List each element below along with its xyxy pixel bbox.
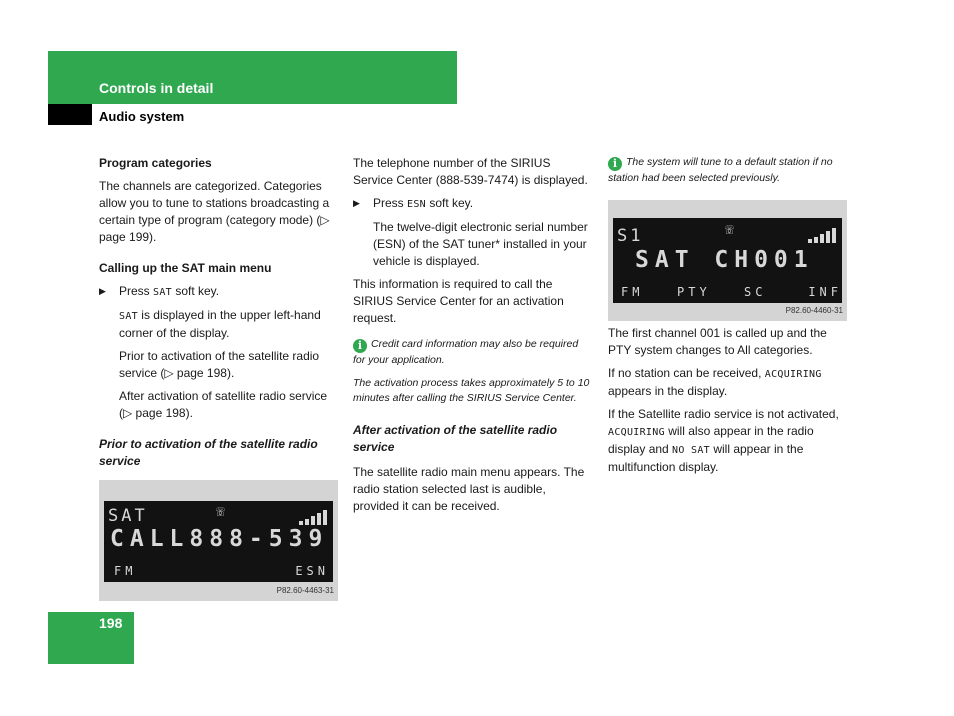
no-sat-label: NO SAT bbox=[672, 445, 710, 456]
soft-key-sc: SC bbox=[744, 285, 767, 299]
paragraph: The channels are categorized. Categories allow you to tune to stations broadcasting a certain type of program (category mode) (▷ page 199). bbox=[99, 179, 330, 244]
soft-key-esn: ESN bbox=[295, 564, 329, 578]
text: appears in the display. bbox=[608, 384, 728, 398]
indent-paragraph: After activation of satellite radio service (▷ page 198). bbox=[119, 389, 328, 420]
paragraph: This information is required to call the SIRIUS Service Center for an activation request. bbox=[353, 277, 564, 325]
lcd-row-2: CALL888-539 bbox=[110, 526, 329, 552]
esn-key-label: ESN bbox=[407, 199, 426, 210]
text: Press bbox=[373, 196, 408, 210]
text: If no station can be received, bbox=[608, 366, 765, 380]
radio-display-figure bbox=[99, 480, 338, 601]
sat-display-label: SAT bbox=[119, 311, 138, 322]
figure-code: P82.60-4460-31 bbox=[785, 306, 843, 315]
lcd-screen bbox=[104, 501, 333, 582]
text: Press bbox=[119, 284, 154, 298]
radio-display-figure bbox=[608, 200, 847, 321]
bullet-press-esn bbox=[353, 195, 593, 213]
info-note bbox=[353, 337, 593, 368]
page-number: 198 bbox=[99, 615, 123, 631]
bullet-arrow-icon: ▶ bbox=[99, 286, 106, 296]
lcd-row-2: SAT CH001 bbox=[635, 247, 814, 273]
heading-calling-sat-menu: Calling up the SAT main menu bbox=[99, 261, 272, 275]
bullet-press-sat bbox=[99, 283, 337, 301]
lcd-row-1: SAT bbox=[108, 506, 148, 526]
subsection-title: Audio system bbox=[99, 109, 185, 124]
paragraph bbox=[608, 365, 848, 400]
text: is displayed in the upper left-hand corner of the display. bbox=[119, 308, 321, 340]
lcd-screen bbox=[613, 218, 842, 303]
soft-key-fm: FM bbox=[621, 285, 644, 299]
acquiring-label: ACQUIRING bbox=[608, 427, 665, 438]
note-text: The system will tune to a default station if no station had been selected previously. bbox=[608, 156, 833, 184]
indent-paragraph bbox=[99, 307, 337, 342]
lcd-row-1: S1 bbox=[617, 226, 644, 246]
subsection-marker bbox=[48, 104, 92, 125]
paragraph: The telephone number of the SIRIUS Service Center (888-539-7474) is displayed. bbox=[353, 156, 588, 187]
indent-paragraph: The twelve-digit electronic serial number (ESN) of the SAT tuner* installed in your vehicle is displayed. bbox=[373, 220, 588, 268]
signal-strength-icon bbox=[808, 227, 836, 243]
signal-strength-icon bbox=[299, 509, 327, 525]
heading-program-categories: Program categories bbox=[99, 156, 212, 170]
text: soft key. bbox=[425, 196, 474, 210]
column-1 bbox=[99, 155, 337, 601]
soft-key-pty: PTY bbox=[677, 285, 711, 299]
text: soft key. bbox=[171, 284, 220, 298]
figure-code: P82.60-4463-31 bbox=[276, 586, 334, 595]
sat-key-label: SAT bbox=[153, 287, 172, 298]
info-icon: i bbox=[353, 339, 367, 353]
text: If the Satellite radio service is not activated, bbox=[608, 407, 839, 421]
text: will also appear in the radio display and bbox=[608, 424, 814, 456]
indent-paragraph: Prior to activation of the satellite radio service (▷ page 198). bbox=[119, 349, 320, 380]
column-3 bbox=[608, 155, 848, 482]
phone-icon: ☏ bbox=[216, 502, 226, 520]
heading-after-activation: After activation of the satellite radio service bbox=[353, 423, 558, 454]
phone-icon: ☏ bbox=[725, 220, 735, 238]
bullet-arrow-icon: ▶ bbox=[353, 198, 360, 208]
paragraph: The satellite radio main menu appears. The radio station selected last is audible, provided it can be received. bbox=[353, 465, 585, 513]
info-icon: i bbox=[608, 157, 622, 171]
section-title: Controls in detail bbox=[99, 80, 214, 96]
soft-key-fm: FM bbox=[114, 564, 137, 578]
paragraph bbox=[608, 406, 848, 476]
paragraph: The first channel 001 is called up and the PTY system changes to All categories. bbox=[608, 326, 827, 357]
text: will appear in the multifunction display. bbox=[608, 442, 804, 474]
info-note bbox=[608, 155, 848, 186]
soft-key-inf: INF bbox=[808, 285, 842, 299]
column-2 bbox=[353, 155, 593, 521]
heading-prior-activation: Prior to activation of the satellite radio service bbox=[99, 437, 318, 468]
acquiring-label: ACQUIRING bbox=[764, 369, 822, 380]
note-paragraph: The activation process takes approximately 5 to 10 minutes after calling the SIRIUS Service Center. bbox=[353, 377, 590, 404]
note-text: Credit card information may also be required for your application. bbox=[353, 338, 579, 366]
